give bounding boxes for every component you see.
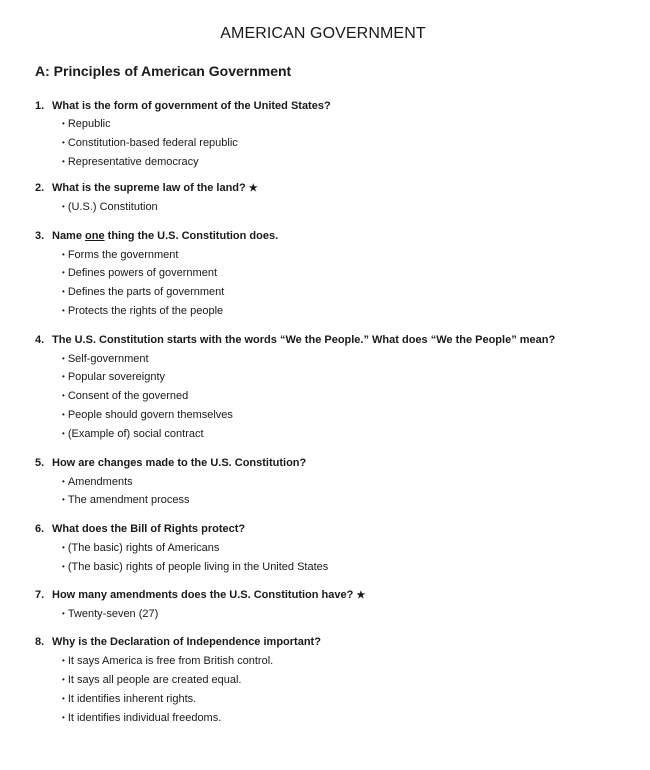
question-2 bbox=[35, 182, 258, 194]
answer-item: • Popular sovereignty bbox=[62, 371, 166, 383]
question-3: 3. Name one thing the U.S. Constitution does. bbox=[35, 230, 279, 242]
bullet-icon: • bbox=[62, 354, 65, 363]
question-number: 1. bbox=[35, 100, 45, 112]
bullet-icon: • bbox=[62, 543, 65, 552]
page-title: AMERICAN GOVERNMENT bbox=[220, 25, 426, 42]
question-number: 8. bbox=[35, 636, 45, 648]
bullet-icon: • bbox=[62, 268, 65, 277]
answer-item: • (Example of) social contract bbox=[62, 428, 204, 440]
question-text: How many amendments does the U.S. Constitution have? bbox=[52, 589, 354, 601]
answer-item: • Self-government bbox=[62, 353, 149, 365]
question-1 bbox=[35, 100, 331, 112]
bullet-icon: • bbox=[62, 287, 65, 296]
answer-item: • (U.S.) Constitution bbox=[62, 201, 158, 213]
question-number: 5. bbox=[35, 457, 45, 469]
answer-item: • (The basic) rights of Americans bbox=[62, 542, 220, 554]
bullet-icon: • bbox=[62, 306, 65, 315]
answer-item: • Representative democracy bbox=[62, 156, 199, 168]
bullet-icon: • bbox=[62, 202, 65, 211]
answer-item: • Protects the rights of the people bbox=[62, 305, 224, 317]
answer-item: • (The basic) rights of people living in the United States bbox=[62, 561, 329, 573]
bullet-icon: • bbox=[62, 119, 65, 128]
question-number: 2. bbox=[35, 182, 45, 194]
bullet-icon: • bbox=[62, 391, 65, 400]
question-7 bbox=[35, 589, 365, 601]
question-text: What is the supreme law of the land? bbox=[52, 182, 246, 194]
answer-item: • Forms the government bbox=[62, 249, 179, 261]
bullet-icon: • bbox=[62, 250, 65, 259]
section-heading: A: Principles of American Government bbox=[35, 63, 292, 79]
question-number: 6. bbox=[35, 523, 45, 535]
answer-item: • It identifies inherent rights. bbox=[62, 693, 197, 705]
bullet-icon: • bbox=[62, 372, 65, 381]
bullet-icon: • bbox=[62, 713, 65, 722]
bullet-icon: • bbox=[62, 138, 65, 147]
question-number: 3. bbox=[35, 230, 45, 242]
question-number: 4. bbox=[35, 334, 45, 346]
answer-item: • Republic bbox=[62, 118, 111, 130]
answer-item: • It identifies individual freedoms. bbox=[62, 712, 222, 724]
answer-item: • Twenty-seven (27) bbox=[62, 608, 159, 620]
question-text: The U.S. Constitution starts with the words “We the People.” What does “We the People” mean? bbox=[52, 334, 556, 346]
question-5 bbox=[35, 457, 306, 469]
question-text: What does the Bill of Rights protect? bbox=[52, 523, 246, 535]
underlined-word: one bbox=[85, 230, 105, 242]
answer-item: • Consent of the governed bbox=[62, 390, 189, 402]
answer-item: • Defines powers of government bbox=[62, 267, 217, 279]
answer-item: • The amendment process bbox=[62, 494, 190, 506]
answer-item: • Constitution-based federal republic bbox=[62, 137, 238, 149]
question-6 bbox=[35, 523, 245, 535]
question-number: 7. bbox=[35, 589, 45, 601]
question-text: Why is the Declaration of Independence important? bbox=[52, 636, 321, 648]
bullet-icon: • bbox=[62, 157, 65, 166]
answer-item: • People should govern themselves bbox=[62, 409, 233, 421]
bullet-icon: • bbox=[62, 562, 65, 571]
bullet-icon: • bbox=[62, 429, 65, 438]
bullet-icon: • bbox=[62, 477, 65, 486]
question-text: How are changes made to the U.S. Constitution? bbox=[52, 457, 307, 469]
answer-item: • Defines the parts of government bbox=[62, 286, 225, 298]
answer-item: • It says America is free from British control. bbox=[62, 655, 274, 667]
bullet-icon: • bbox=[62, 675, 65, 684]
question-4 bbox=[35, 334, 555, 346]
bullet-icon: • bbox=[62, 410, 65, 419]
bullet-icon: • bbox=[62, 495, 65, 504]
question-8 bbox=[35, 636, 321, 648]
answer-item: • It says all people are created equal. bbox=[62, 674, 242, 686]
answer-item: • Amendments bbox=[62, 476, 133, 488]
bullet-icon: • bbox=[62, 656, 65, 665]
bullet-icon: • bbox=[62, 694, 65, 703]
question-text: What is the form of government of the United States? bbox=[52, 100, 331, 112]
star-icon: ★ bbox=[248, 183, 258, 194]
star-icon: ★ bbox=[356, 590, 366, 601]
bullet-icon: • bbox=[62, 609, 65, 618]
